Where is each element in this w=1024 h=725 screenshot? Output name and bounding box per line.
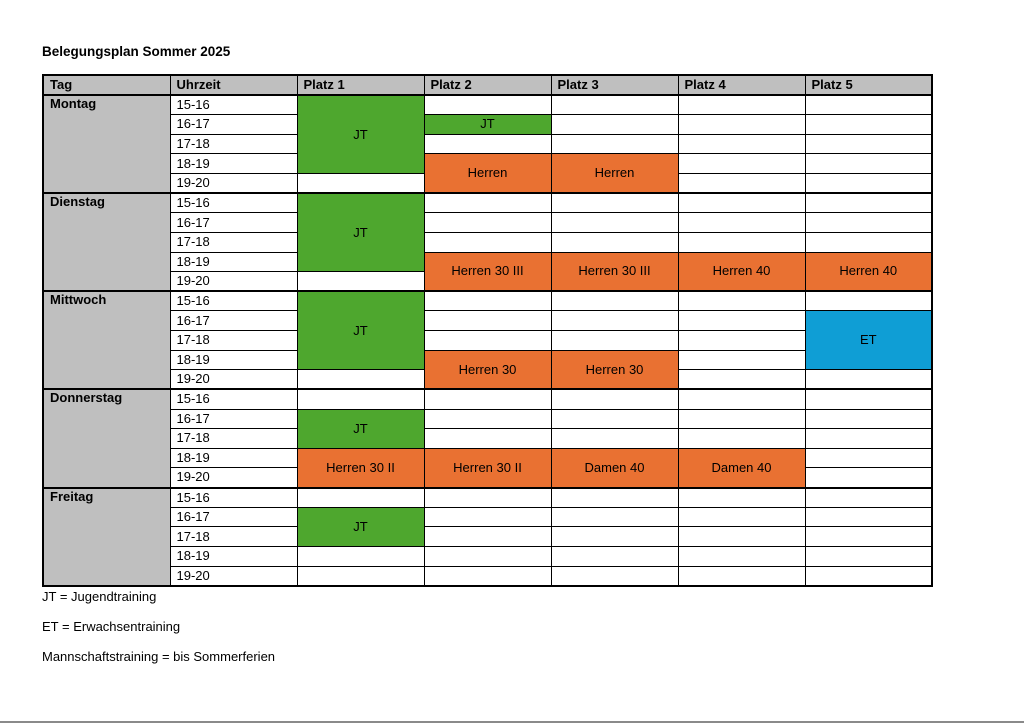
empty-cell — [424, 311, 551, 331]
booking-cell: JT — [424, 115, 551, 135]
empty-cell — [424, 213, 551, 233]
time-slot: 19-20 — [170, 370, 297, 390]
header-row — [43, 75, 932, 95]
time-slot: 15-16 — [170, 95, 297, 115]
empty-cell — [424, 488, 551, 508]
empty-cell — [424, 291, 551, 311]
empty-cell — [424, 389, 551, 409]
empty-cell — [805, 291, 932, 311]
time-slot: 19-20 — [170, 272, 297, 292]
table-row — [43, 252, 932, 272]
booking-cell: JT — [297, 95, 424, 174]
empty-cell — [551, 429, 678, 449]
booking-cell: ET — [805, 311, 932, 370]
time-slot: 16-17 — [170, 115, 297, 135]
day-label: Dienstag — [43, 193, 170, 291]
time-slot: 17-18 — [170, 527, 297, 547]
time-slot: 16-17 — [170, 409, 297, 429]
empty-cell — [678, 95, 805, 115]
empty-cell — [424, 193, 551, 213]
booking-cell: Herren — [551, 154, 678, 193]
empty-cell — [805, 527, 932, 547]
header-court-4: Platz 4 — [678, 75, 805, 95]
time-slot: 17-18 — [170, 331, 297, 351]
table-row — [43, 429, 932, 449]
empty-cell — [805, 95, 932, 115]
booking-cell: Herren 30 II — [297, 448, 424, 487]
table-row — [43, 566, 932, 586]
empty-cell — [297, 546, 424, 566]
empty-cell — [551, 311, 678, 331]
empty-cell — [678, 507, 805, 527]
header-court-3: Platz 3 — [551, 75, 678, 95]
booking-cell: Herren 40 — [805, 252, 932, 291]
day-label: Mittwoch — [43, 291, 170, 389]
empty-cell — [805, 448, 932, 468]
time-slot: 16-17 — [170, 311, 297, 331]
empty-cell — [551, 95, 678, 115]
empty-cell — [551, 232, 678, 252]
empty-cell — [805, 213, 932, 233]
time-slot: 19-20 — [170, 566, 297, 586]
table-row — [43, 546, 932, 566]
empty-cell — [297, 389, 424, 409]
empty-cell — [678, 566, 805, 586]
table-row — [43, 350, 932, 370]
booking-cell: JT — [297, 291, 424, 370]
empty-cell — [678, 488, 805, 508]
empty-cell — [551, 527, 678, 547]
empty-cell — [805, 546, 932, 566]
empty-cell — [805, 409, 932, 429]
empty-cell — [297, 566, 424, 586]
table-row — [43, 154, 932, 174]
booking-cell: Herren 30 III — [551, 252, 678, 291]
table-row — [43, 213, 932, 233]
empty-cell — [551, 546, 678, 566]
table-row — [43, 527, 932, 547]
day-label: Donnerstag — [43, 389, 170, 487]
empty-cell — [805, 507, 932, 527]
empty-cell — [551, 389, 678, 409]
empty-cell — [678, 115, 805, 135]
empty-cell — [678, 429, 805, 449]
empty-cell — [678, 213, 805, 233]
time-slot: 19-20 — [170, 174, 297, 194]
time-slot: 16-17 — [170, 507, 297, 527]
empty-cell — [551, 409, 678, 429]
empty-cell — [678, 546, 805, 566]
booking-cell: Herren 30 — [551, 350, 678, 389]
empty-cell — [805, 193, 932, 213]
table-row — [43, 389, 932, 409]
booking-cell: Herren 40 — [678, 252, 805, 291]
empty-cell — [678, 527, 805, 547]
legend-jt: JT = Jugendtraining — [42, 589, 157, 604]
empty-cell — [424, 429, 551, 449]
empty-cell — [805, 134, 932, 154]
empty-cell — [678, 409, 805, 429]
empty-cell — [424, 331, 551, 351]
empty-cell — [805, 429, 932, 449]
booking-cell: JT — [297, 409, 424, 448]
empty-cell — [424, 566, 551, 586]
header-day: Tag — [43, 75, 170, 95]
empty-cell — [424, 95, 551, 115]
time-slot: 17-18 — [170, 429, 297, 449]
table-row — [43, 115, 932, 135]
time-slot: 18-19 — [170, 448, 297, 468]
time-slot: 17-18 — [170, 134, 297, 154]
table-row — [43, 193, 932, 213]
empty-cell — [424, 232, 551, 252]
time-slot: 18-19 — [170, 546, 297, 566]
time-slot: 18-19 — [170, 154, 297, 174]
table-row — [43, 507, 932, 527]
empty-cell — [678, 311, 805, 331]
time-slot: 19-20 — [170, 468, 297, 488]
booking-cell: Herren 30 — [424, 350, 551, 389]
empty-cell — [551, 566, 678, 586]
time-slot: 16-17 — [170, 213, 297, 233]
empty-cell — [678, 331, 805, 351]
schedule-body — [43, 95, 932, 586]
empty-cell — [551, 507, 678, 527]
empty-cell — [424, 546, 551, 566]
table-row — [43, 291, 932, 311]
table-row — [43, 311, 932, 331]
empty-cell — [297, 272, 424, 292]
header-court-2: Platz 2 — [424, 75, 551, 95]
page-bottom-divider — [0, 721, 1024, 723]
table-row — [43, 448, 932, 468]
day-label: Freitag — [43, 488, 170, 587]
legend-et: ET = Erwachsentraining — [42, 619, 181, 634]
empty-cell — [805, 389, 932, 409]
empty-cell — [805, 488, 932, 508]
empty-cell — [678, 291, 805, 311]
booking-cell: Herren — [424, 154, 551, 193]
empty-cell — [297, 370, 424, 390]
time-slot: 18-19 — [170, 252, 297, 272]
schedule-table — [42, 74, 933, 587]
empty-cell — [678, 154, 805, 174]
empty-cell — [805, 370, 932, 390]
empty-cell — [424, 134, 551, 154]
booking-cell: Herren 30 III — [424, 252, 551, 291]
table-row — [43, 488, 932, 508]
empty-cell — [551, 291, 678, 311]
time-slot: 17-18 — [170, 232, 297, 252]
time-slot: 18-19 — [170, 350, 297, 370]
empty-cell — [805, 174, 932, 194]
booking-cell: JT — [297, 193, 424, 272]
empty-cell — [805, 154, 932, 174]
time-slot: 15-16 — [170, 389, 297, 409]
table-row — [43, 95, 932, 115]
empty-cell — [678, 350, 805, 370]
day-label: Montag — [43, 95, 170, 193]
time-slot: 15-16 — [170, 291, 297, 311]
empty-cell — [805, 115, 932, 135]
time-slot: 15-16 — [170, 193, 297, 213]
empty-cell — [424, 507, 551, 527]
table-row — [43, 134, 932, 154]
empty-cell — [678, 389, 805, 409]
header-court-5: Platz 5 — [805, 75, 932, 95]
booking-cell: Damen 40 — [678, 448, 805, 487]
empty-cell — [424, 409, 551, 429]
empty-cell — [678, 232, 805, 252]
empty-cell — [297, 174, 424, 194]
empty-cell — [551, 193, 678, 213]
empty-cell — [805, 468, 932, 488]
header-time: Uhrzeit — [170, 75, 297, 95]
booking-cell: Herren 30 II — [424, 448, 551, 487]
empty-cell — [297, 488, 424, 508]
empty-cell — [805, 566, 932, 586]
header-court-1: Platz 1 — [297, 75, 424, 95]
empty-cell — [678, 193, 805, 213]
document-title: Belegungsplan Sommer 2025 — [42, 44, 231, 59]
empty-cell — [805, 232, 932, 252]
empty-cell — [551, 488, 678, 508]
empty-cell — [551, 115, 678, 135]
empty-cell — [551, 213, 678, 233]
booking-cell: JT — [297, 507, 424, 546]
empty-cell — [678, 370, 805, 390]
table-row — [43, 331, 932, 351]
empty-cell — [551, 331, 678, 351]
booking-cell: Damen 40 — [551, 448, 678, 487]
table-row — [43, 409, 932, 429]
time-slot: 15-16 — [170, 488, 297, 508]
empty-cell — [551, 134, 678, 154]
empty-cell — [424, 527, 551, 547]
empty-cell — [678, 174, 805, 194]
legend-mannschaftstraining: Mannschaftstraining = bis Sommerferien — [42, 649, 276, 664]
empty-cell — [678, 134, 805, 154]
table-row — [43, 232, 932, 252]
